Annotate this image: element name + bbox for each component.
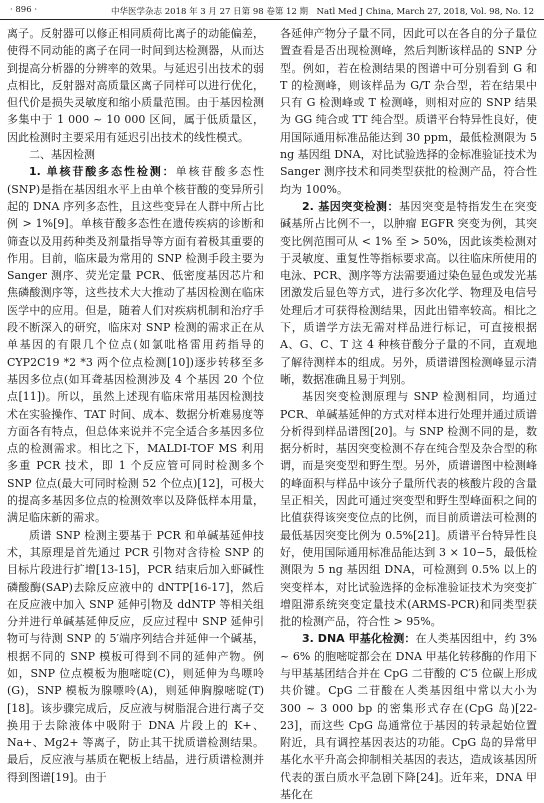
paragraph-mutation-principle: 基因突变检测原理与 SNP 检测相同，均通过 PCR、单碱基延伸的方式对样本进行处理并通过质谱分析得到样品谱图[20]。与 SNP 检测不同的是，数据分析时，基因突变检测不存在纯合型及杂合型的称谓，而是突变型和野生型。另外，质谱谱图中检测峰的峰面积与样品中该分子量所代表的核酸片段的含量呈正相关，因此可通过突变型和野生型峰面积之间的比值获得该突变位点的比例，而目前质谱法可检测的最低基因突变比例为 0.5%[21]。质谱平台特异性良好，使用国际通用标准品能达到 3 × 10−5，最低检测限为 5 ng 基因组 DNA，可检测到 0.5% 以上的突变样本，对比试验选择的金标准验证技术为突变扩增阻滞系统突变定量技术(ARMS-PCR)和同类型获批的检测产品，符合性 > 95%。 bbox=[280, 390, 537, 629]
paragraph-text: 基因突变是特指发生在突变碱基所占比例不一，以肿瘤 EGFR 突变为例，其突变比例范围可从 < 1% 至 > 50%，因此该类检测对于灵敏度、重复性等指标要求高。以往临床所使用的电泳、PCR、测序等方法需要通过染色显色或发光基团激发后显色等方式，进行多次化学、物理及电信号处理后才可获得检测结果，因此出错率较高。相比之下，质谱学方法无需对样品进行标记，可直接根据 A、G、C、T 这 4 种核苷酸分子量的不同，直观地了解待测样本的组成。另外，质谱谱图检测峰显示清晰，数据准确且易于判别。 bbox=[280, 199, 537, 386]
paragraph-snp-principle: 质谱 SNP 检测主要基于 PCR 和单碱基延伸技术，其原理是首先通过 PCR 引物对含待检 SNP 的目标片段进行扩增[13-15]，PCR 结束后加入虾碱性磷酸酶(SAP)去除反应液中的 dNTP[16-17]，然后在反应液中加入 SNP 延伸引物及 ddNTP 等相关组分并进行单碱基延伸反应，反应过程中 SNP 延伸引物可与待测 SNP 的 5′端序列结合并延伸一个碱基，根据不同的 SNP 模板可得到不同的延伸产物。例如，SNP 位点模板为胞嘧啶(C)，则延伸为鸟嘌呤(G)，SNP 模板为腺嘌呤(A)，则延伸胸腺嘧啶(T)[18]。该步骤完成后，反应液与树脂混合进行离子交换用于去除液体中吸附于 DNA 片段上的 K+、Na+、Mg2+ 等离子，防止其干扰质谱检测结果。最后，反应液与基质在靶板上结晶，进行质谱检测并得到图谱[19]。由于 bbox=[7, 528, 264, 784]
paragraph-text: 在人类基因组中，约 3% ~ 6% 的胞嘧啶都会在 DNA 甲基化转移酶的作用下与甲基基团结合并在 CpG 二苷酸的 C′5 位碳上形成共价键。CpG 二苷酸在人类基因组中常以大小为 300 ~ 3 000 bp 的密集形式存在(CpG 岛)[22-23]，而这些 CpG 岛通常位于基因的转录起始位置附近，具有调控基因表达的功能。CpG 岛的异常甲基化水平升高会抑制相关基因的表达，造成该基因所代表的蛋白质水平急剧下降[24]。近年来，DNA 甲基化在 bbox=[280, 632, 537, 802]
paragraph-mutation bbox=[280, 198, 537, 388]
paragraph-continued: 离子。反射器可以修正相同质荷比离子的动能偏差，使得不同动能的离子在同一时间到达检测器，从而达到提高分析器的分辨率的效果。与延迟引出技术的弱点相比，反射器对高质量区离子同样可以进行优化，但代价是损失灵敏度和缩小质量范围。由于基因检测多集中于 1 000 ~ 10 000 区间，属于低质量区，因此检测时主要采用有延迟引出技术的线性模式。 bbox=[7, 27, 264, 144]
subsection-heading: 2. 基因突变检测： bbox=[302, 199, 400, 213]
paragraph-text: 单核苷酸多态性(SNP)是指在基因组水平上由单个核苷酸的变异所引起的 DNA 序列多态性，且这些变异在人群中所占比例 > 1%[9]。单核苷酸多态性在遗传疾病的诊断和筛查以及用药种类及剂量指导等方面有着极其重要的作用。目前，临床最为常用的 SNP 检测手段主要为 Sanger 测序、荧光定量 PCR、低密度基因芯片和焦磷酸测序等，这些技术大大推动了基因检测在临床医学中的应用。但是，随着人们对疾病机制和治疗手段不断深入的研究，临床对 SNP 检测的需求正在从单基因的有限几个位点(如氯吡格雷用药指导的 CYP2C19 *2 *3 两个位点检测[10])逐步转移至多基因多位点(如耳聋基因检测涉及 4 个基因 20 个位点[11])。所以，虽然上述现有临床常用基因检测技术在实验操作、TAT 时间、成本、数据分析难易度等方面各有特点，但总体来说并不完全适合多基因多位点的检测需求。相比之下，MALDI-TOF MS 利用多重 PCR 技术，即 1 个反应管可同时检测多个 SNP 位点(最大可同时检测 52 个位点)[12]，可极大的提高多基因多位点的检测效率以及降低样本用量，满足临床新的需求。 bbox=[7, 165, 265, 525]
header-rule bbox=[0, 19, 544, 20]
running-title: 中华医学杂志 2018 年 3 月 27 日第 98 卷第 12 期 Natl Med J China, March 27, 2018, Vol. 98, No. 12 bbox=[111, 7, 534, 17]
right-column bbox=[280, 25, 537, 802]
paragraph-methylation bbox=[280, 630, 537, 803]
subsection-heading: 3. DNA 甲基化检测： bbox=[302, 632, 416, 646]
paragraph-snp bbox=[7, 163, 264, 526]
paragraph-continued: 各延伸产物分子量不同，因此可以在各自的分子量位置查看是否出现检测峰，然后判断该样品的 SNP 分型。例如，若在检测结果的图谱中可分别看到 G 和 T 的检测峰，则该样品为 G/T 杂合型，若在结果中只有 G 检测峰或 T 检测峰，则相对应的 SNP 结果为 GG 纯合或 TT 纯合型。质谱平台特异性良好，使用国际通用标准品能达到 30 ppm，最低检测限为 5 ng 基因组 DNA，对比试验选择的金标准验证技术为 Sanger 测序技术和同类型获批的检测产品，符合性均为 100%。 bbox=[280, 27, 537, 196]
subsection-heading: 1. 单核苷酸多态性检测： bbox=[29, 165, 176, 179]
left-column bbox=[7, 25, 265, 784]
section-heading: 二、基因检测 bbox=[29, 148, 95, 162]
page-header bbox=[0, 0, 544, 22]
page-number: · 896 · bbox=[10, 5, 38, 15]
